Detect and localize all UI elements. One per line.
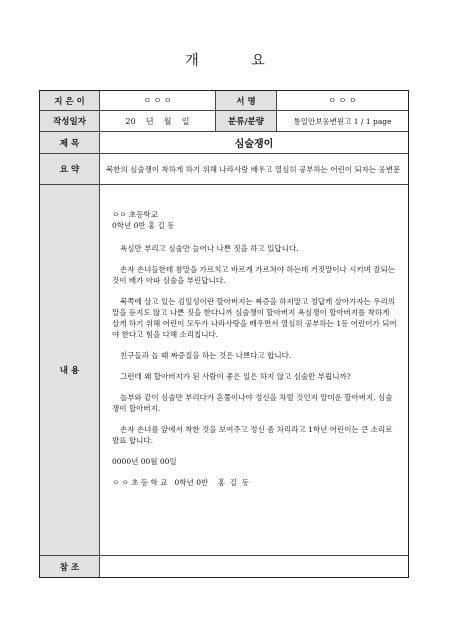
category-value: 통일안보웅변원고 1 / 1 page <box>293 116 392 126</box>
summary-label: 요 약 <box>40 154 100 184</box>
reference-row <box>40 556 408 577</box>
date-label: 작성일자 <box>40 111 100 131</box>
author-label: 지 은 이 <box>40 91 100 110</box>
student-name-line: 0학년 0반 홍 길 동 <box>112 221 175 230</box>
signature-value: ㅇ ㅇ ㅇ <box>328 96 357 105</box>
category-label: 분류/분량 <box>215 111 277 131</box>
signature-label: 서 명 <box>215 91 277 110</box>
subject-row <box>40 132 408 154</box>
content-paragraph: 손자 손녀들한테 참말을 가르치고 바르게 가르쳐야 하는데 거짓말이나 시키며 잘되는 것이 배가 아파 심술을 부린답니다. <box>112 265 396 285</box>
reference-label: 참 조 <box>40 556 100 577</box>
content-paragraph: 놀부와 같이 심술만 부리다가 혼쭐이나야 정신을 차릴 것인지 알미운 할아버지, 심술쟁이 할아버지. <box>112 393 393 413</box>
subject-value: 심술쟁이 <box>234 139 274 150</box>
content-paragraph: 욕심만 부리고 심술만 늘어나 나쁜 짓을 하고 있답니다. <box>120 244 299 253</box>
reference-value <box>100 556 408 577</box>
outline-form <box>39 90 409 578</box>
content-body <box>106 185 402 555</box>
content-label: 내 용 <box>40 185 100 555</box>
document-title: 개 요 <box>185 53 289 69</box>
content-paragraph: 친구들과 놀 때 짜증질을 하는 것은 나쁘다고 합니다. <box>120 351 292 360</box>
author-value: ㅇ ㅇ ㅇ <box>143 96 172 105</box>
closing-signature-line: ㅇ ㅇ 초 등 학 교 0학년 0반 홍 길 동 <box>112 478 250 487</box>
date-row <box>40 111 408 132</box>
date-value: 20 년 월 일 <box>125 116 190 126</box>
school-line: ㅇㅇ 초등학교 <box>112 210 158 219</box>
content-paragraph: 그런데 왜 할아버지가 된 사람이 좋은 일은 하지 않고 심술만 부립니까? <box>120 372 351 381</box>
content-row <box>40 185 408 556</box>
content-paragraph: 손자 손녀를 앞에서 착한 것을 보여주고 정신 좀 차리라고 1학년 어린이는 큰 소리로 발표 합니다. <box>112 425 393 445</box>
subject-label: 제 목 <box>40 132 100 153</box>
summary-row <box>40 154 408 185</box>
date-line: 0000년 00월 00일 <box>112 457 177 466</box>
author-row <box>40 91 408 111</box>
summary-value: 북한의 심술쟁이 착하게 하기 위해 나라사랑 배우고 열심히 공부하는 어린이 되자는 웅변문 <box>106 164 401 174</box>
content-paragraph: 북쪽에 살고 있는 김일성이란 할아버지는 짜증을 하지말고 정답게 살아가자는 우리의 말을 듣지도 않고 나쁜 짓을 한다니까 심술쟁이 할아버지 욕심쟁이 할아버지를 착하게 살게 하기 위해 어린이 모두가 나라사랑을 배우면서 열심히 공부하는 1등 어린이가 되어야 한다고 힘을 다해 소리칩니다. <box>112 297 397 339</box>
